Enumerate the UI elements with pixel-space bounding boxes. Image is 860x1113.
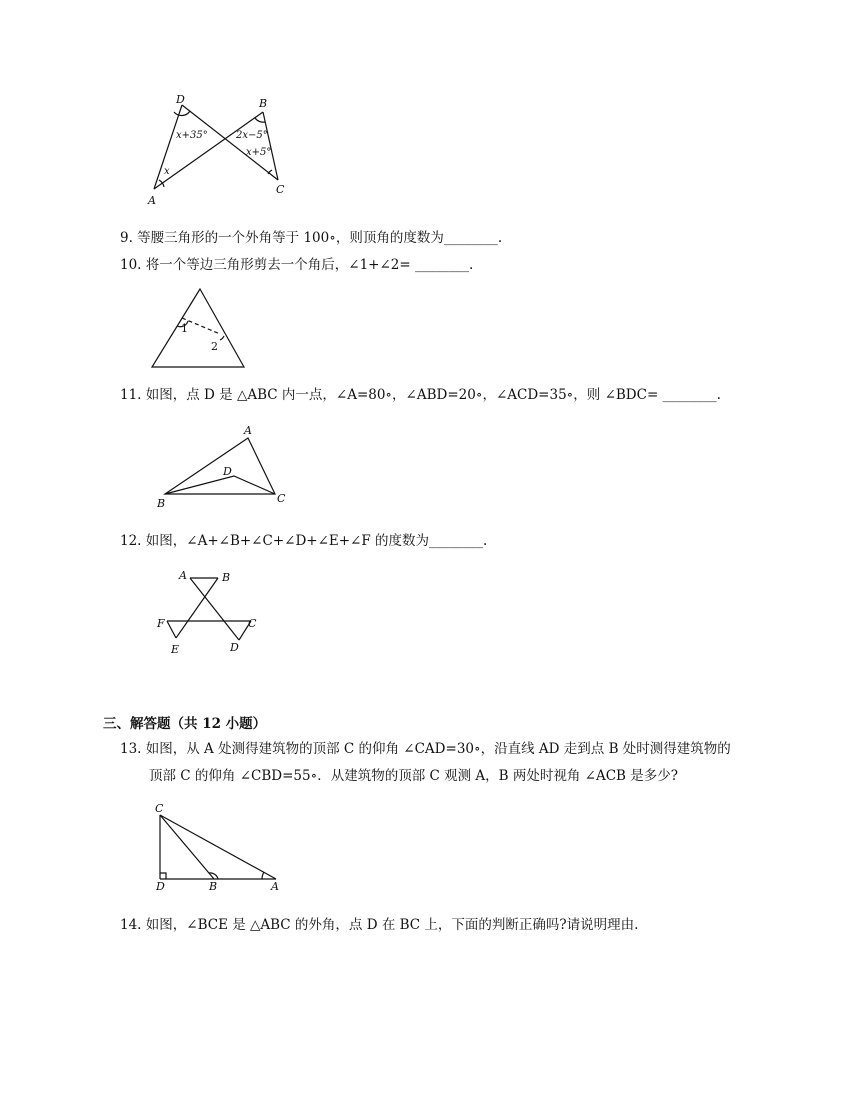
figure-crossed-triangles (140, 92, 300, 212)
label-A: A (148, 194, 156, 207)
section-3-heading: 三、解答题（共 12 小题） (103, 716, 267, 732)
angle-A-expr: x (164, 166, 170, 177)
angle-B-expr: 2x−5° (236, 130, 268, 141)
question-9: 9. 等腰三角形的一个外角等于 100∘，则顶角的度数为________. (120, 230, 503, 246)
angle-C-expr: x+5° (246, 147, 272, 158)
label-F: F (157, 617, 165, 630)
label-D: D (230, 641, 239, 654)
label-C: C (277, 492, 286, 505)
question-13-line-2: 顶部 C 的仰角 ∠CBD=55∘．从建筑物的顶部 C 观测 A，B 两处时视角 ∠ACB 是多少? (149, 768, 678, 784)
label-D: D (176, 93, 185, 106)
angle-D-expr: x+35° (176, 130, 208, 141)
question-11: 11. 如图，点 D 是 △ABC 内一点，∠A=80∘，∠ABD=20∘，∠ACD=35∘，则 ∠BDC= ________. (120, 387, 721, 403)
question-10: 10. 将一个等边三角形剪去一个角后，∠1+∠2= ________. (120, 257, 474, 273)
question-12: 12. 如图，∠A+∠B+∠C+∠D+∠E+∠F 的度数为________. (120, 533, 488, 549)
label-B: B (157, 497, 166, 510)
figure-cut-triangle (148, 284, 252, 372)
label-A: A (271, 880, 279, 892)
label-C: C (155, 802, 164, 815)
label-B: B (222, 571, 231, 584)
label-B: B (259, 97, 268, 110)
question-13-line-1: 13. 如图，从 A 处测得建筑物的顶部 C 的仰角 ∠CAD=30∘，沿直线 AD 走到点 B 处时测得建筑物的 (120, 741, 731, 757)
angle-1-label: 1 (181, 322, 188, 335)
question-14: 14. 如图，∠BCE 是 △ABC 的外角，点 D 在 BC 上，下面的判断正确吗?请说明理由. (120, 917, 639, 933)
label-D: D (223, 465, 232, 478)
figure-triangle-abc-point-d (150, 422, 300, 514)
label-B: B (209, 880, 218, 892)
figure-six-angles (152, 566, 262, 658)
angle-2-label: 2 (211, 340, 218, 353)
label-A: A (244, 424, 252, 437)
figure-building-elevation (148, 800, 288, 892)
label-C: C (276, 183, 285, 196)
label-D: D (156, 880, 165, 892)
label-E: E (171, 643, 180, 656)
label-A: A (179, 569, 187, 582)
label-C: C (248, 617, 257, 630)
